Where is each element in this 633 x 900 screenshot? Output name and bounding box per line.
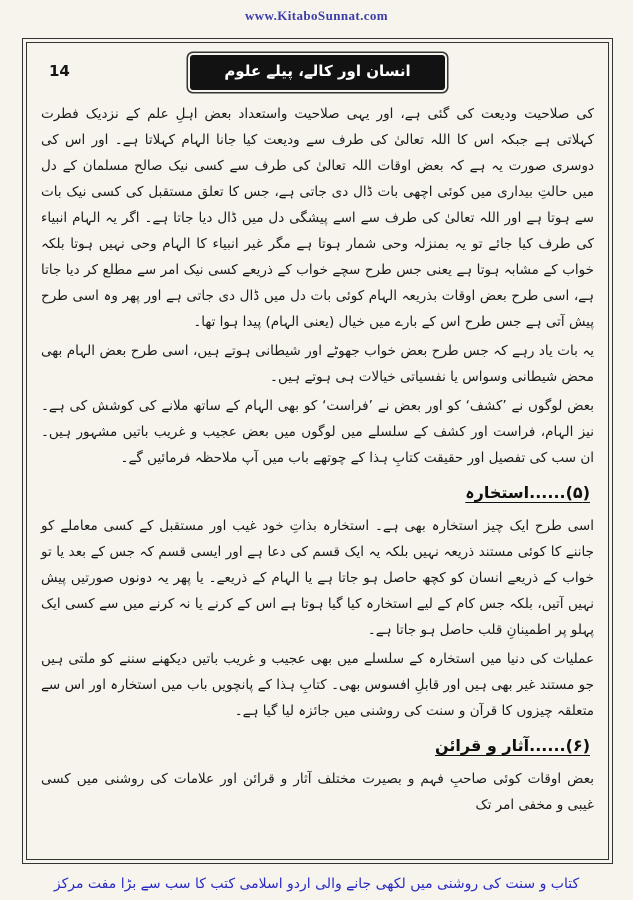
title-banner-wrap (39, 51, 596, 90)
page-number: 14 (49, 62, 70, 80)
page-border-frame (22, 38, 613, 864)
footer-tagline: کتاب و سنت کی روشنی میں لکھی جانے والی اردو اسلامی کتب کا سب سے بڑا مفت مرکز (53, 876, 580, 892)
paragraph-ilham-continuation: کی صلاحیت ودیعت کی گئی ہے، اور یہی صلاحیت واستعداد بعض اہلِ علم کے نزدیک فطرت کہلاتی ہے جبکہ اس کا اللہ تعالیٰ کی طرف سے ودیعت کیا جانا الہام کہلاتا ہے۔ اور اس کی دوسری صورت یہ ہے کہ بعض اوقات اللہ تعالیٰ کی طرف سے کسی نیک صالح مسلمان کے دل میں حالتِ بیداری میں کوئی اچھی بات ڈال دی جاتی ہے، جس کا تعلق مستقبل کی کسی نیک بات سے ہوتا ہے اور اللہ تعالیٰ کی طرف سے اسے پیشگی دل میں ڈال دیا جاتا ہے۔ اگر یہ الہام انبیاء کی طرف کیا جائے تو یہ بمنزلہ وحی شمار ہوتا ہے مگر غیر انبیاء کا الہام وحی نہیں ہوتا بلکہ خواب کے مشابہ ہوتا ہے یعنی جس طرح سچے خواب کے ذریعے کسی نیک امر سے مطلع کر دیا جاتا ہے، اسی طرح بعض اوقات بذریعہ الہام کوئی بات دل میں ڈال دی جاتی ہے اور پھر وہ اسی طرح پیش آتی ہے جس طرح اس کے بارے میں خیال (یعنی الہام) پیدا ہوا تھا۔ (41, 106, 594, 330)
page-border-inner (26, 42, 609, 860)
website-header-text: www.KitaboSunnat.com (244, 8, 389, 23)
paragraph-asaar-qarain: بعض اوقات کوئی صاحبِ فہم و بصیرت مختلف آثار و قرائن اور علامات کی روشنی میں کسی غیبی و مخفی امر تک (41, 771, 594, 813)
page-body-text (39, 99, 596, 849)
page-header (39, 51, 596, 93)
paragraph-false-dreams: یہ بات یاد رہے کہ جس طرح بعض خواب جھوٹے اور شیطانی ہوتے ہیں، اسی طرح بعض الہام بھی محض شیطانی وسواس یا نفسیاتی خیالات ہی ہوتے ہیں۔ (41, 343, 594, 385)
section-heading-asaar-qarain: (۶)......آثار و قرائن (435, 736, 590, 755)
book-title-banner: انسان اور کالے، پیلے علوم (190, 55, 444, 90)
paragraph-istikhara-practices: عملیات کی دنیا میں استخارہ کے سلسلے میں بھی عجیب و غریب باتیں دیکھنے سننے کو ملتی ہیں جو مستند غیر بھی ہیں اور قابلِ افسوس بھی۔ کتابِ ہذا کے پانچویں باب میں استخارہ اور اس سے متعلقہ چیزوں کا قرآن و سنت کی روشنی میں جائزہ لیا گیا ہے۔ (41, 651, 594, 719)
section-heading-istikhara: (۵)......استخارہ (465, 483, 590, 502)
paragraph-istikhara-definition: اسی طرح ایک چیز استخارہ بھی ہے۔ استخارہ بذاتِ خود غیب اور مستقبل کے کسی معاملے کو جاننے کا کوئی مستند ذریعہ نہیں بلکہ یہ ایک قسم کی دعا ہے اور ایسی قسم کہ جس کے بعد یا تو خواب کے ذریعے انسان کو کچھ حاصل ہو جاتا ہے یا الہام کے ذریعے۔ یا پھر یہ دونوں صورتیں پیش نہیں آتیں، بلکہ جس کام کے لیے استخارہ کیا گیا ہوتا ہے اس کے کرنے یا نہ کرنے میں سے کسی ایک پہلو پر اطمینانِ قلب حاصل ہو جاتا ہے۔ (41, 518, 594, 638)
paragraph-kashf-firasat: بعض لوگوں نے ’کشف‘ کو اور بعض نے ’فراست‘ کو بھی الہام کے ساتھ ملانے کی کوشش کی ہے۔ نیز الہام، فراست اور کشف کے سلسلے میں لوگوں میں بعض عجیب و غریب باتیں مشہور ہیں۔ ان سب کی تفصیل اور حقیقت کتابِ ہذا کے چوتھے باب میں آپ ملاحظہ فرمائیں گے۔ (41, 398, 594, 466)
